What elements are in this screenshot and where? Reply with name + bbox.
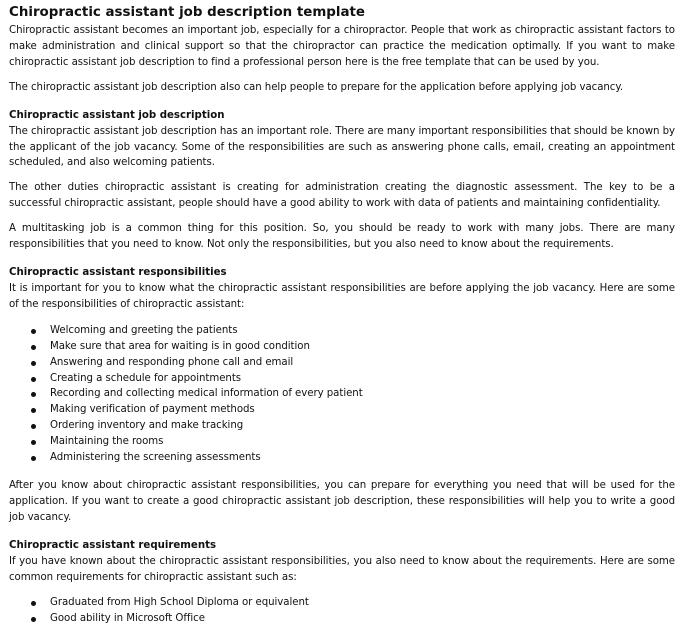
- intro-paragraph: The chiropractic assistant job description also can help people to prepare for the application before applying job vacancy.: [9, 81, 624, 93]
- intro-paragraph: Chiropractic assistant becomes an important job, especially for a chiropractor. People that work as chiropractic assistant factors to make administration and clinical support so that the chiropractor can practice the medication optimally. If you want to make chiropractic assistant job description to find a professional person here is the free template that can be used by you.: [9, 25, 675, 68]
- list-item-text: Answering and responding phone call and email: [50, 356, 294, 368]
- bullet-icon: [31, 456, 36, 461]
- list-item: [9, 418, 675, 434]
- list-item: [9, 371, 675, 387]
- list-item: [9, 339, 675, 355]
- responsibilities-list: [9, 323, 675, 466]
- list-item: [9, 611, 675, 627]
- list-item-text: Good ability in Microsoft Office: [50, 613, 205, 625]
- list-item-text: Make sure that area for waiting is in good condition: [50, 340, 310, 352]
- bullet-icon: [31, 408, 36, 413]
- list-item: [9, 386, 675, 402]
- list-item-text: Ordering inventory and make tracking: [50, 420, 244, 432]
- description-paragraph: The other duties chiropractic assistant is creating for administration creating the diagnostic assessment. The key to be a successful chiropractic assistant, people should have a good ability to work with data of patients and maintaining confidentiality.: [9, 182, 675, 210]
- list-item-text: Administering the screening assessments: [50, 452, 261, 464]
- bullet-icon: [31, 617, 36, 622]
- list-item: [9, 355, 675, 371]
- list-item: [9, 595, 675, 611]
- document: [9, 4, 675, 627]
- bullet-icon: [31, 329, 36, 334]
- section-heading-requirements: Chiropractic assistant requirements: [9, 539, 217, 551]
- bullet-icon: [31, 601, 36, 606]
- document-title: Chiropractic assistant job description template: [9, 5, 365, 20]
- description-paragraph: The chiropractic assistant job description has an important role. There are many important responsibilities that should be known by the applicant of the job vacancy. Some of the responsibilities are such as answering phone calls, email, creating an appointment scheduled, and also welcoming patients.: [9, 125, 676, 169]
- list-item-text: Recording and collecting medical information of every patient: [50, 388, 363, 400]
- requirements-lead: If you have known about the chiropractic assistant responsibilities, you also need to know about the requirements. Here are some common requirements for chiropractic assistant such as:: [9, 555, 675, 583]
- responsibilities-lead: It is important for you to know what the chiropractic assistant responsibilities are before applying the job vacancy. Here are some of the responsibilities of chiropractic assistant:: [9, 282, 675, 310]
- list-item: [9, 402, 675, 418]
- bullet-icon: [31, 440, 36, 445]
- section-heading-responsibilities: Chiropractic assistant responsibilities: [9, 266, 227, 278]
- bullet-icon: [31, 424, 36, 429]
- list-item: [9, 323, 675, 339]
- bullet-icon: [31, 377, 36, 382]
- bullet-icon: [31, 361, 36, 366]
- list-item: [9, 434, 675, 450]
- section-heading-description: Chiropractic assistant job description: [9, 109, 225, 121]
- list-item-text: Graduated from High School Diploma or equivalent: [50, 597, 309, 609]
- list-item-text: Making verification of payment methods: [50, 404, 255, 416]
- list-item-text: Maintaining the rooms: [50, 436, 164, 448]
- requirements-list: [9, 595, 675, 627]
- responsibilities-after: After you know about chiropractic assistant responsibilities, you can prepare for everything you need that will be used for the application. If you want to create a good chiropractic assistant job description, these responsibilities will help you to write a good job vacancy.: [9, 479, 675, 523]
- list-item-text: Creating a schedule for appointments: [50, 372, 242, 384]
- list-item-text: Welcoming and greeting the patients: [50, 324, 238, 336]
- bullet-icon: [31, 345, 36, 350]
- description-paragraph: A multitasking job is a common thing for this position. So, you should be ready to work with many jobs. There are many responsibilities that you need to know. Not only the responsibilities, but you also need to know about the requirements.: [9, 223, 675, 251]
- bullet-icon: [31, 392, 36, 397]
- list-item: [9, 450, 675, 466]
